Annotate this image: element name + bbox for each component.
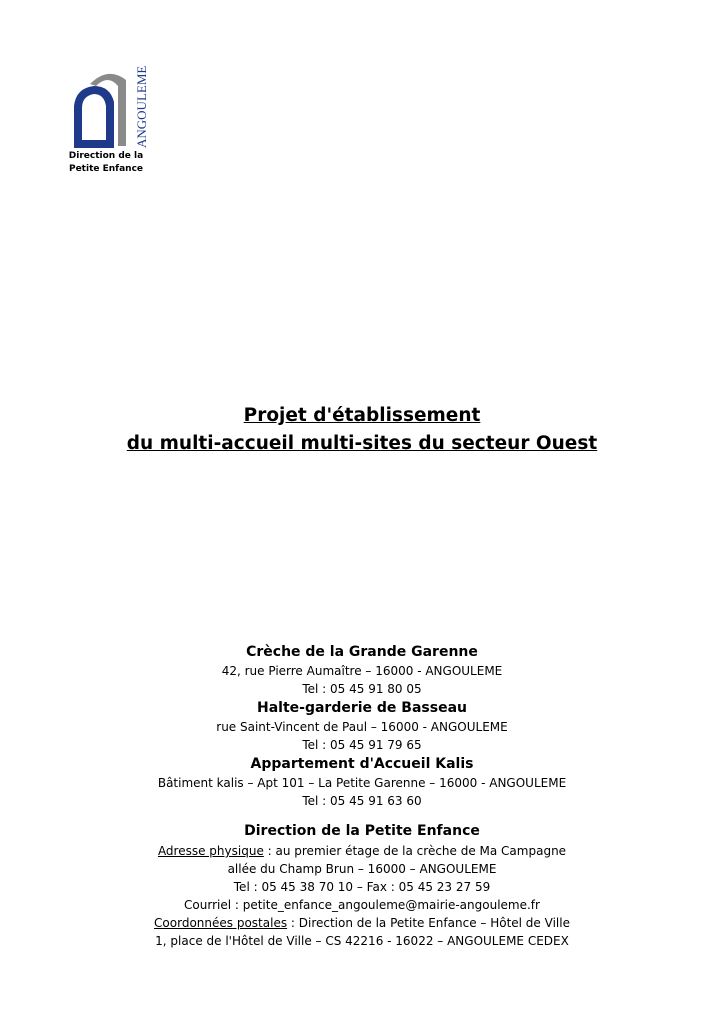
site-block <box>0 698 724 754</box>
site-tel: Tel : 05 45 91 80 05 <box>302 682 422 696</box>
title-line1: Projet d'établissement <box>243 405 481 426</box>
brand-text: ANGOULEME <box>134 66 149 148</box>
site-address: 42, rue Pierre Aumaître – 16000 - ANGOULEME <box>221 664 503 678</box>
physical-address-line <box>0 842 724 860</box>
logo-caption-line2: Petite Enfance <box>68 164 144 174</box>
site-tel: Tel : 05 45 91 79 65 <box>302 738 422 752</box>
site-name: Appartement d'Accueil Kalis <box>250 756 474 772</box>
city-logo <box>60 66 150 176</box>
site-name: Halte-garderie de Basseau <box>256 700 467 716</box>
site-name: Crèche de la Grande Garenne <box>246 644 478 660</box>
site-address: rue Saint-Vincent de Paul – 16000 - ANGOULEME <box>216 720 508 734</box>
document-title <box>0 402 724 458</box>
direction-block <box>0 821 724 950</box>
physical-address-text: : au premier étage de la crèche de Ma Campagne <box>263 844 567 858</box>
direction-name: Direction de la Petite Enfance <box>244 823 480 839</box>
site-block <box>0 642 724 698</box>
title-line2: du multi-accueil multi-sites du secteur Ouest <box>126 433 598 454</box>
postal-line-2: 1, place de l'Hôtel de Ville – CS 42216 - 16022 – ANGOULEME CEDEX <box>155 934 569 948</box>
postal-line <box>0 914 724 932</box>
site-block <box>0 754 724 810</box>
sites-list <box>0 642 724 810</box>
logo-caption <box>60 150 152 176</box>
physical-address-label: Adresse physique <box>157 844 264 858</box>
tel-fax-line: Tel : 05 45 38 70 10 – Fax : 05 45 23 27 59 <box>233 880 491 894</box>
email-line: Courriel : petite_enfance_angouleme@mairie-angouleme.fr <box>184 898 540 912</box>
site-address: Bâtiment kalis – Apt 101 – La Petite Garenne – 16000 - ANGOULEME <box>157 776 567 790</box>
site-tel: Tel : 05 45 91 63 60 <box>302 794 422 808</box>
logo-caption-line1: Direction de la <box>68 151 144 161</box>
angouleme-arch-logo-icon <box>70 66 150 150</box>
postal-text: : Direction de la Petite Enfance – Hôtel de Ville <box>287 916 570 930</box>
street-line: allée du Champ Brun – 16000 – ANGOULEME <box>227 862 497 876</box>
postal-label: Coordonnées postales <box>154 916 288 930</box>
